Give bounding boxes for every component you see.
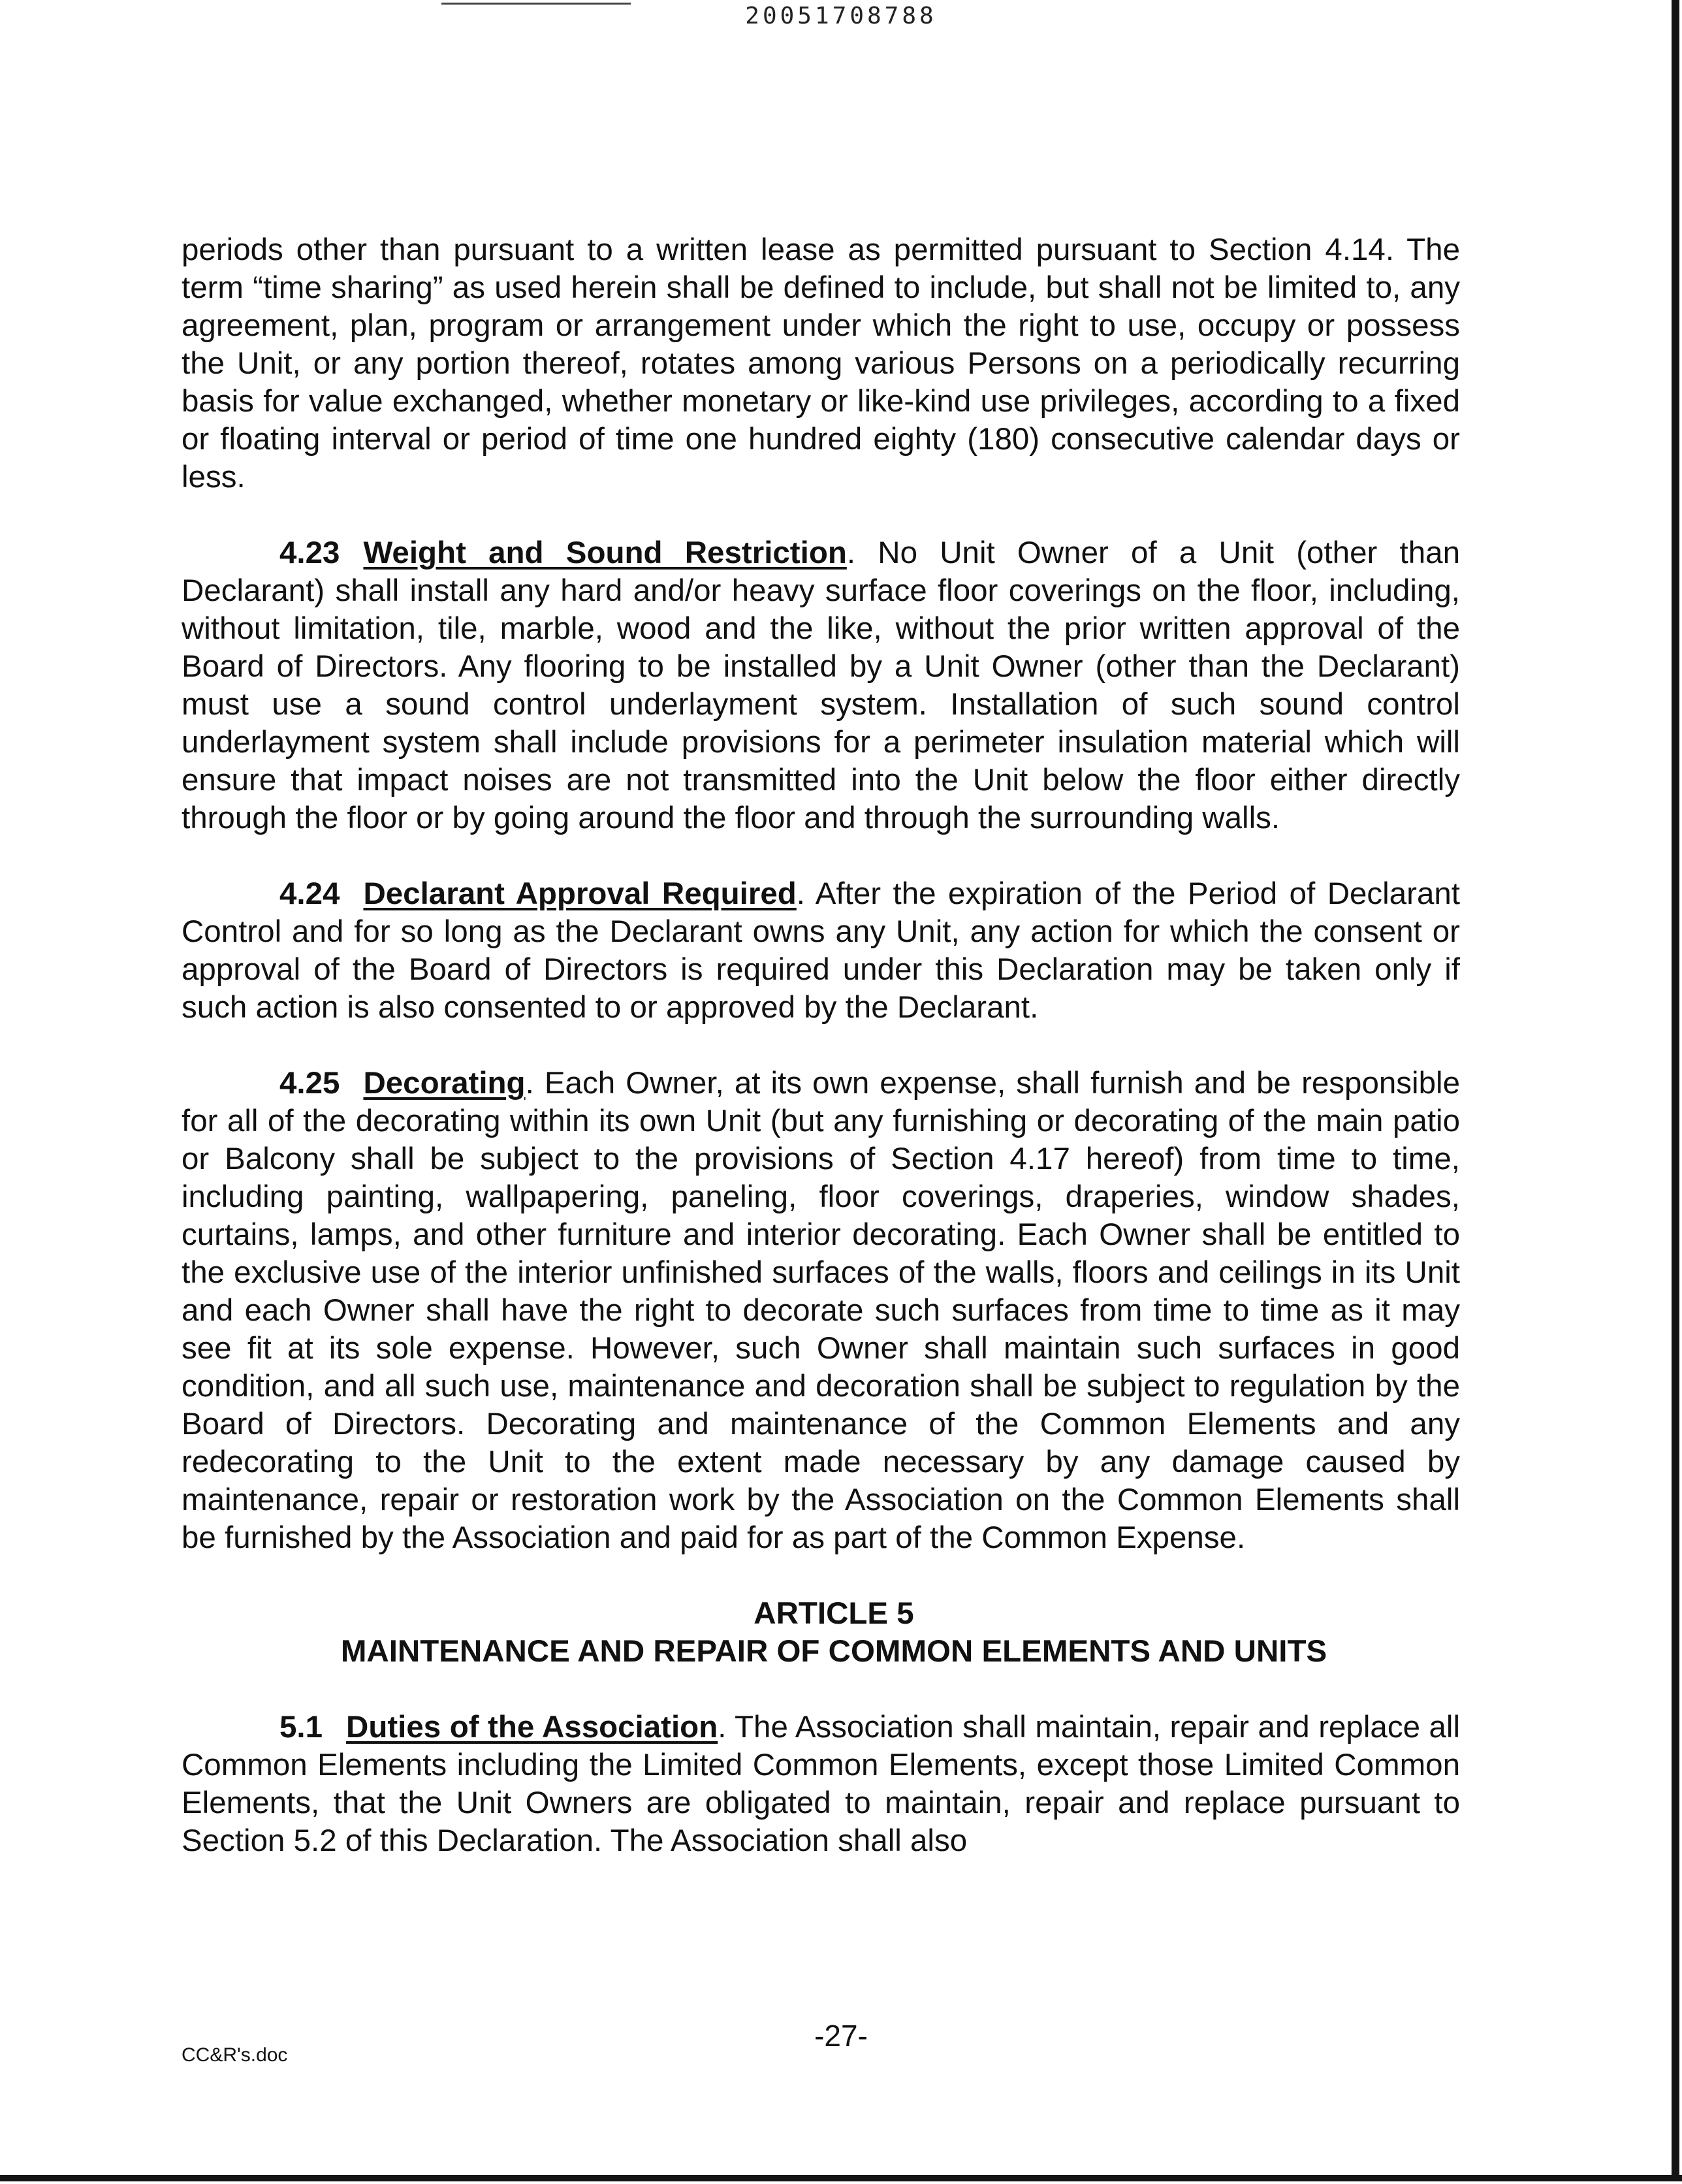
article-label: ARTICLE 5	[754, 1596, 914, 1631]
section-title: Declarant Approval Required	[363, 876, 797, 911]
document-body	[182, 231, 1460, 1898]
article-title: MAINTENANCE AND REPAIR OF COMMON ELEMENTS AND UNITS	[340, 1634, 1327, 1669]
section-number: 4.23	[279, 536, 340, 570]
page-border-bottom	[0, 2175, 1682, 2181]
section-4-25	[182, 1065, 1460, 1557]
section-title: Duties of the Association	[346, 1710, 718, 1744]
article-heading	[182, 1595, 1460, 1671]
recording-number: 20051708788	[745, 3, 937, 29]
section-text: . No Unit Owner of a Unit (other than Declarant) shall install any hard and/or heavy surface floor coverings on the floor, including, without limitation, tile, marble, wood and the like, without the prior written approval of the Board of Directors. Any flooring to be installed by a Unit Owner (other than the Declarant) must use a sound control underlayment system. Installation of such sound control underlayment system shall include provisions for a perimeter insulation material which will ensure that impact noises are not transmitted into the Unit below the floor either directly through the floor or by going around the floor and through the surrounding walls.	[182, 536, 1460, 835]
footer-file-name: CC&R's.doc	[182, 2044, 288, 2066]
section-5-1	[182, 1709, 1460, 1860]
section-text: . The Association shall maintain, repair and replace all Common Elements including the Limited Common Elements, except those Limited Common Elements, that the Unit Owners are obligated to maintain, repair and replace pursuant to Section 5.2 of this Declaration. The Association shall also	[182, 1710, 1460, 1858]
section-number: 4.24	[279, 876, 340, 911]
section-title: Decorating	[363, 1066, 526, 1100]
section-4-24	[182, 875, 1460, 1027]
section-text: . Each Owner, at its own expense, shall furnish and be responsible for all of the decorating within its own Unit (but any furnishing or decorating of the main patio or Balcony shall be subject to the provisions of Section 4.17 hereof) from time to time, including painting, wallpapering, paneling, floor coverings, draperies, window shades, curtains, lamps, and other furniture and interior decorating. Each Owner shall be entitled to the exclusive use of the interior unfinished surfaces of the walls, floors and ceilings in its Unit and each Owner shall have the right to decorate such surfaces from time to time as it may see fit at its sole expense. However, such Owner shall maintain such surfaces in good condition, and all such use, maintenance and decoration shall be subject to regulation by the Board of Directors. Decorating and maintenance of the Common Elements and any redecorating to the Unit to the extent made necessary by any damage caused by maintenance, repair or restoration work by the Association on the Common Elements shall be furnished by the Association and paid for as part of the Common Expense.	[182, 1066, 1460, 1555]
section-text: . After the expiration of the Period of Declarant Control and for so long as the Declarant owns any Unit, any action for which the consent or approval of the Board of Directors is required under this Declaration may be taken only if such action is also consented to or approved by the Declarant.	[182, 876, 1460, 1025]
paragraph-intro: periods other than pursuant to a written lease as permitted pursuant to Section 4.14. The term “time sharing” as used herein shall be defined to include, but shall not be limited to, any agreement, plan, program or arrangement under which the right to use, occupy or possess the Unit, or any portion thereof, rotates among various Persons on a periodically recurring basis for value exchanged, whether monetary or like-kind use privileges, according to a fixed or floating interval or period of time one hundred eighty (180) consecutive calendar days or less.	[182, 233, 1460, 494]
section-4-23	[182, 534, 1460, 837]
section-number: 4.25	[279, 1066, 340, 1100]
page-number: -27-	[814, 2019, 868, 2053]
section-title: Weight and Sound Restriction	[363, 536, 847, 570]
page-border-right	[1672, 0, 1679, 2175]
section-number: 5.1	[279, 1710, 323, 1744]
